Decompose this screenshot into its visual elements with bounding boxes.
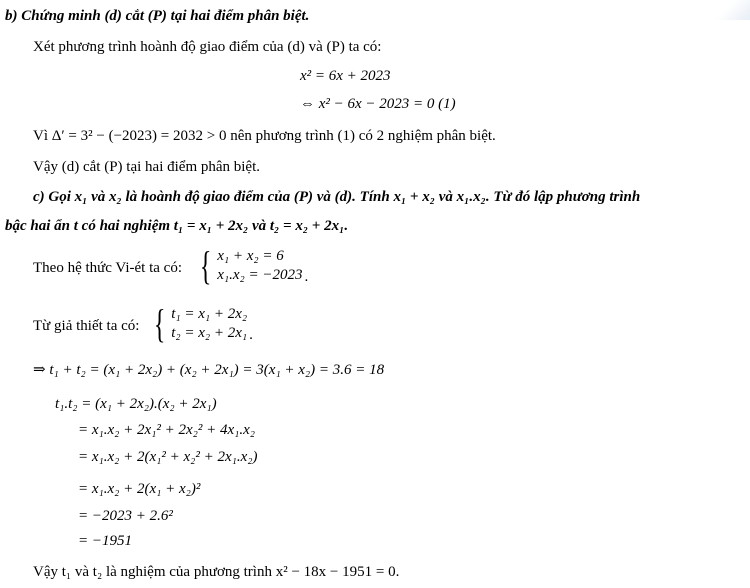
brace-icon: { — [199, 243, 212, 288]
part-c-heading-line2: bậc hai ẩn t có hai nghiệm t₁ = x₁ + 2x₂ và t₂ = x₂ + 2x₁. — [5, 218, 349, 234]
given-label: Từ giả thiết ta có: — [33, 318, 140, 334]
given-system — [150, 301, 253, 346]
product-line-4: = x₁.x₂ + 2(x₁ + x₂)² — [78, 481, 201, 497]
equation-2: ⇔ x² − 6x − 2023 = 0 (1) — [300, 96, 456, 112]
page-corner-decoration — [710, 0, 750, 20]
part-b-conclusion: Vậy (d) cắt (P) tại hai điểm phân biệt. — [33, 159, 261, 175]
product-line-5: = −2023 + 2.6² — [78, 508, 173, 524]
part-c-heading-line1: c) Gọi x₁ và x₂ là hoành độ giao điểm của (P) và (d). Tính x₁ + x₂ và x₁.x₂. Từ đó lập phương trình — [33, 189, 641, 205]
given-end: . — [249, 327, 253, 343]
given-row-2: t₂ = x₂ + 2x₁ — [171, 325, 248, 341]
part-b-heading: b) Chứng minh (d) cắt (P) tại hai điểm phân biệt. — [5, 8, 310, 24]
part-b-intro: Xét phương trình hoành độ giao điểm của (d) và (P) ta có: — [33, 39, 382, 55]
given-row-1: t₁ = x₁ + 2x₂ — [171, 306, 248, 322]
final-conclusion: Vậy t₁ và t₂ là nghiệm của phương trình x² − 18x − 1951 = 0. — [33, 564, 400, 580]
delta-statement: Vì Δ′ = 3² − (−2023) = 2032 > 0 nên phương trình (1) có 2 nghiệm phân biệt. — [33, 128, 496, 144]
product-line-1: t₁.t₂ = (x₁ + 2x₂).(x₂ + 2x₁) — [55, 396, 217, 412]
brace-icon: { — [153, 301, 166, 346]
vieta-row-2: x₁.x₂ = −2023 — [217, 267, 303, 283]
product-line-2: = x₁.x₂ + 2x₁² + 2x₂² + 4x₁.x₂ — [78, 422, 255, 438]
vieta-end: . — [304, 269, 309, 285]
product-line-3: = x₁.x₂ + 2(x₁² + x₂² + 2x₁.x₂) — [78, 449, 258, 465]
product-line-6: = −1951 — [78, 533, 132, 549]
sum-equation: ⇒ t₁ + t₂ = (x₁ + 2x₂) + (x₂ + 2x₁) = 3(x₁ + x₂) = 3.6 = 18 — [33, 362, 385, 378]
vieta-system — [196, 243, 309, 288]
vieta-label: Theo hệ thức Vi-ét ta có: — [33, 260, 182, 276]
vieta-row-1: x₁ + x₂ = 6 — [217, 248, 284, 264]
equation-1: x² = 6x + 2023 — [300, 68, 391, 84]
